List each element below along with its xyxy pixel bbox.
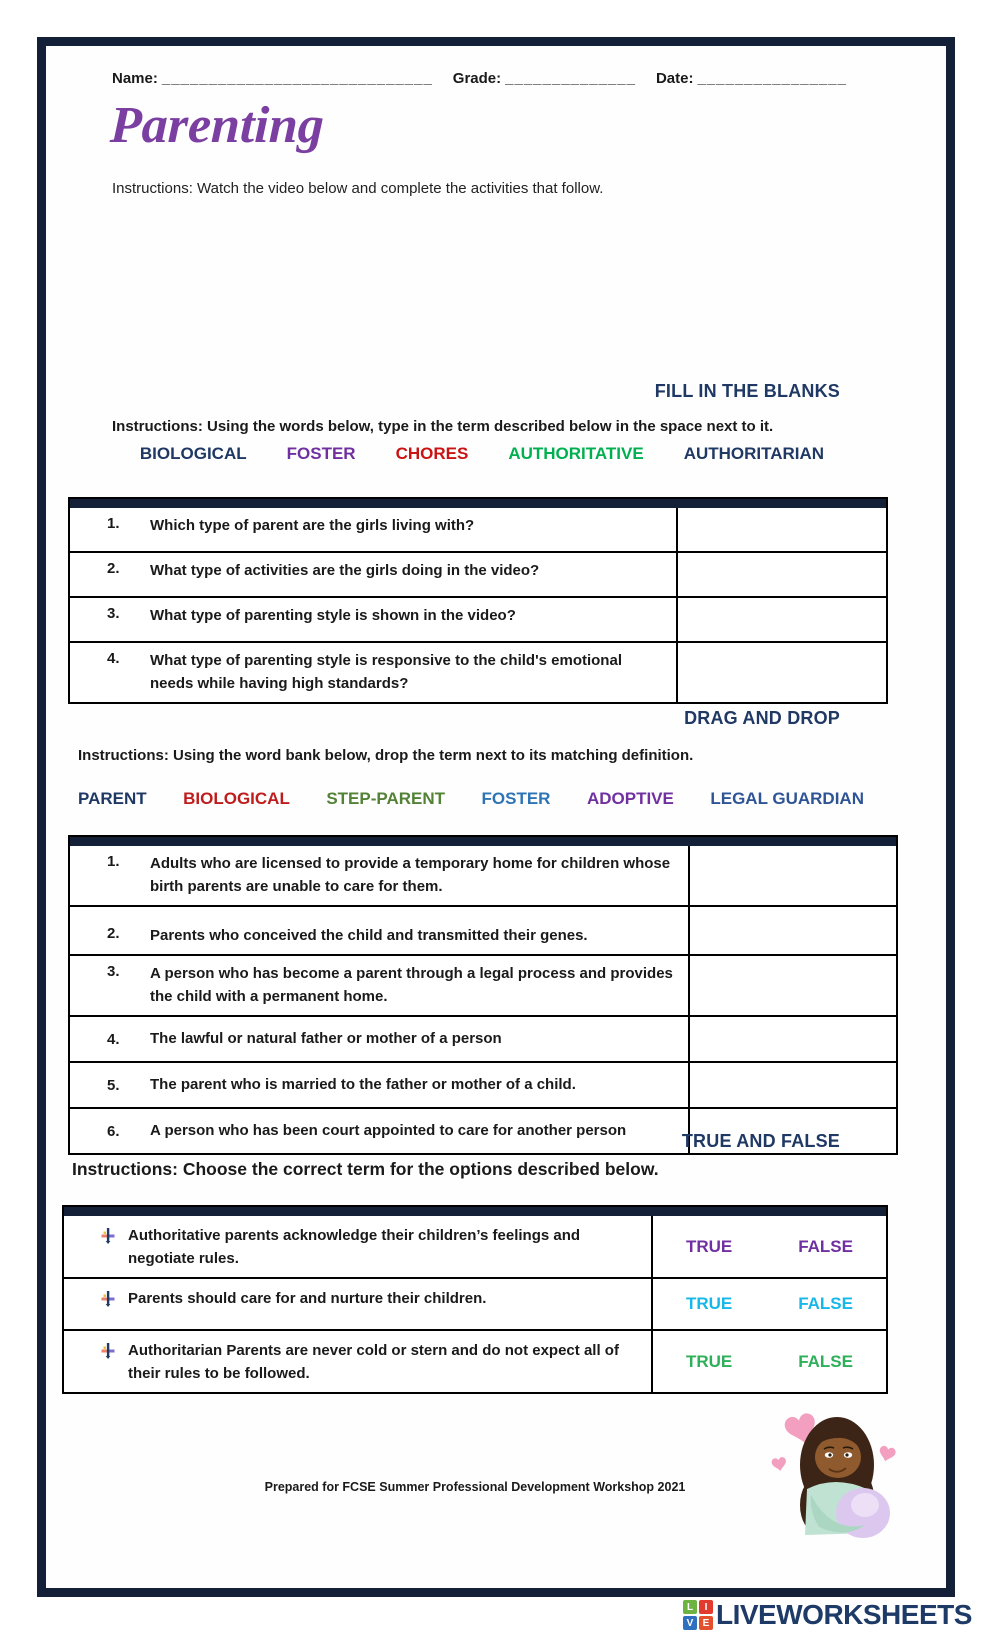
drop-target-cell[interactable] bbox=[688, 907, 896, 954]
drag-and-drop-instructions: Instructions: Using the word bank below, drop the term next to its matching definition. bbox=[78, 747, 694, 764]
true-option[interactable]: TRUE bbox=[685, 1294, 733, 1313]
date-label: Date: bbox=[655, 70, 694, 87]
true-false-options bbox=[651, 1331, 886, 1392]
draggable-term[interactable]: STEP-PARENT bbox=[326, 789, 446, 808]
table-row bbox=[70, 905, 896, 954]
grade-field[interactable]: ______________ bbox=[505, 70, 636, 87]
definition-text: Adults who are licensed to provide a temporary home for children whose birth parents are unable to care for them. bbox=[150, 855, 671, 895]
header-line bbox=[112, 70, 872, 87]
teacher-with-baby-avatar bbox=[765, 1393, 903, 1543]
question-text: What type of parenting style is shown in the video? bbox=[150, 607, 516, 624]
table-row bbox=[64, 1329, 886, 1392]
word-bank-term: BIOLOGICAL bbox=[139, 444, 247, 463]
drop-target-cell[interactable] bbox=[688, 956, 896, 1015]
true-and-false-heading: TRUE AND FALSE bbox=[681, 1131, 840, 1151]
drag-and-drop-heading: DRAG AND DROP bbox=[684, 708, 840, 728]
answer-cell[interactable] bbox=[676, 643, 886, 702]
logo-tile-i: I bbox=[699, 1600, 713, 1614]
true-false-options bbox=[651, 1216, 886, 1277]
true-option[interactable]: TRUE bbox=[685, 1351, 733, 1371]
table-row bbox=[70, 1061, 896, 1107]
definition-number: 4. bbox=[107, 1030, 120, 1048]
logo-tile-v: V bbox=[683, 1616, 697, 1630]
answer-cell[interactable] bbox=[676, 508, 886, 551]
table-row bbox=[70, 508, 886, 551]
table-row bbox=[70, 954, 896, 1015]
word-bank-term: FOSTER bbox=[286, 444, 356, 463]
liveworksheets-tile-grid bbox=[683, 1600, 713, 1630]
date-group bbox=[656, 70, 847, 87]
definition-number: 3. bbox=[107, 963, 120, 980]
table-row bbox=[70, 641, 886, 702]
question-number: 3. bbox=[107, 605, 120, 622]
question-text: What type of parenting style is responsive to the child's emotional needs while having high standards? bbox=[150, 652, 622, 692]
page-title: Parenting bbox=[109, 97, 325, 154]
name-group bbox=[112, 70, 433, 87]
liveworksheets-wordmark: LIVEWORKSHEETS bbox=[716, 1599, 972, 1630]
draggable-term[interactable]: PARENT bbox=[78, 789, 147, 808]
true-and-false-instructions: Instructions: Choose the correct term for the options described below. bbox=[72, 1159, 659, 1179]
table-top-bar bbox=[70, 837, 896, 846]
statement-text: Parents should care for and nurture their children. bbox=[128, 1290, 487, 1307]
true-option[interactable]: TRUE bbox=[685, 1236, 733, 1256]
date-field[interactable]: ________________ bbox=[697, 70, 847, 87]
true-and-false-table bbox=[62, 1205, 888, 1394]
drag-and-drop-word-bank bbox=[78, 789, 864, 809]
statement-text: Authoritarian Parents are never cold or stern and do not expect all of their rules to be followed. bbox=[128, 1342, 619, 1382]
question-number: 2. bbox=[107, 560, 120, 577]
question-text: What type of activities are the girls doing in the video? bbox=[150, 562, 540, 579]
drag-and-drop-table bbox=[68, 835, 898, 1155]
logo-tile-l: L bbox=[683, 1600, 697, 1614]
false-option[interactable]: FALSE bbox=[798, 1294, 853, 1313]
definition-text: The parent who is married to the father or mother of a child. bbox=[150, 1075, 576, 1093]
word-bank-term: AUTHORITARIAN bbox=[683, 444, 825, 463]
avatar-figure bbox=[800, 1417, 890, 1538]
draggable-term[interactable]: LEGAL GUARDIAN bbox=[710, 789, 864, 808]
table-row bbox=[70, 551, 886, 596]
question-number: 1. bbox=[107, 515, 120, 532]
draggable-term[interactable]: ADOPTIVE bbox=[586, 789, 674, 808]
plus-bullet-icon bbox=[100, 1343, 116, 1359]
fill-in-blanks-instructions: Instructions: Using the words below, type in the term described below in the space next to it. bbox=[112, 418, 774, 435]
definition-number: 2. bbox=[107, 924, 120, 942]
table-top-bar bbox=[70, 499, 886, 508]
false-option[interactable]: FALSE bbox=[798, 1236, 853, 1256]
draggable-term[interactable]: FOSTER bbox=[481, 789, 551, 808]
grade-label: Grade: bbox=[452, 70, 502, 87]
table-row bbox=[70, 596, 886, 641]
intro-instructions: Instructions: Watch the video below and complete the activities that follow. bbox=[112, 180, 604, 197]
question-number: 4. bbox=[107, 650, 120, 667]
fill-in-blanks-table bbox=[68, 497, 888, 704]
word-bank-term: AUTHORITATIVE bbox=[508, 444, 644, 463]
true-false-options bbox=[651, 1279, 886, 1329]
definition-text: Parents who conceived the child and transmitted their genes. bbox=[150, 926, 588, 944]
question-text: Which type of parent are the girls living with? bbox=[150, 517, 475, 534]
plus-bullet-icon bbox=[100, 1228, 116, 1244]
plus-bullet-icon bbox=[100, 1291, 116, 1307]
logo-tile-e: E bbox=[699, 1616, 713, 1630]
table-row bbox=[64, 1277, 886, 1329]
statement-text: Authoritative parents acknowledge their children’s feelings and negotiate rules. bbox=[128, 1227, 581, 1267]
draggable-term[interactable]: BIOLOGICAL bbox=[183, 789, 290, 808]
word-bank-term: CHORES bbox=[395, 444, 469, 463]
definition-number: 6. bbox=[107, 1122, 120, 1140]
table-row bbox=[70, 1015, 896, 1061]
fill-in-blanks-word-bank bbox=[112, 444, 852, 464]
definition-number: 5. bbox=[107, 1076, 120, 1094]
name-label: Name: bbox=[112, 70, 158, 87]
credit-line: Prepared for FCSE Summer Professional Development Workshop 2021 bbox=[264, 1480, 686, 1494]
name-field[interactable]: _____________________________ bbox=[161, 70, 433, 87]
answer-cell[interactable] bbox=[676, 598, 886, 641]
definition-text: A person who has become a parent through a legal process and provides the child with a permanent home. bbox=[150, 965, 673, 1005]
table-row bbox=[64, 1216, 886, 1277]
liveworksheets-logo bbox=[683, 1600, 972, 1630]
definition-number: 1. bbox=[107, 853, 120, 870]
grade-group bbox=[453, 70, 636, 87]
drop-target-cell[interactable] bbox=[688, 1063, 896, 1107]
false-option[interactable]: FALSE bbox=[798, 1351, 853, 1371]
definition-text: The lawful or natural father or mother of a person bbox=[150, 1029, 502, 1047]
definition-text: A person who has been court appointed to care for another person bbox=[150, 1121, 627, 1139]
drop-target-cell[interactable] bbox=[688, 846, 896, 905]
table-row bbox=[70, 846, 896, 905]
fill-in-blanks-heading: FILL IN THE BLANKS bbox=[654, 381, 840, 401]
answer-cell[interactable] bbox=[676, 553, 886, 596]
drop-target-cell[interactable] bbox=[688, 1017, 896, 1061]
table-top-bar bbox=[64, 1207, 886, 1216]
